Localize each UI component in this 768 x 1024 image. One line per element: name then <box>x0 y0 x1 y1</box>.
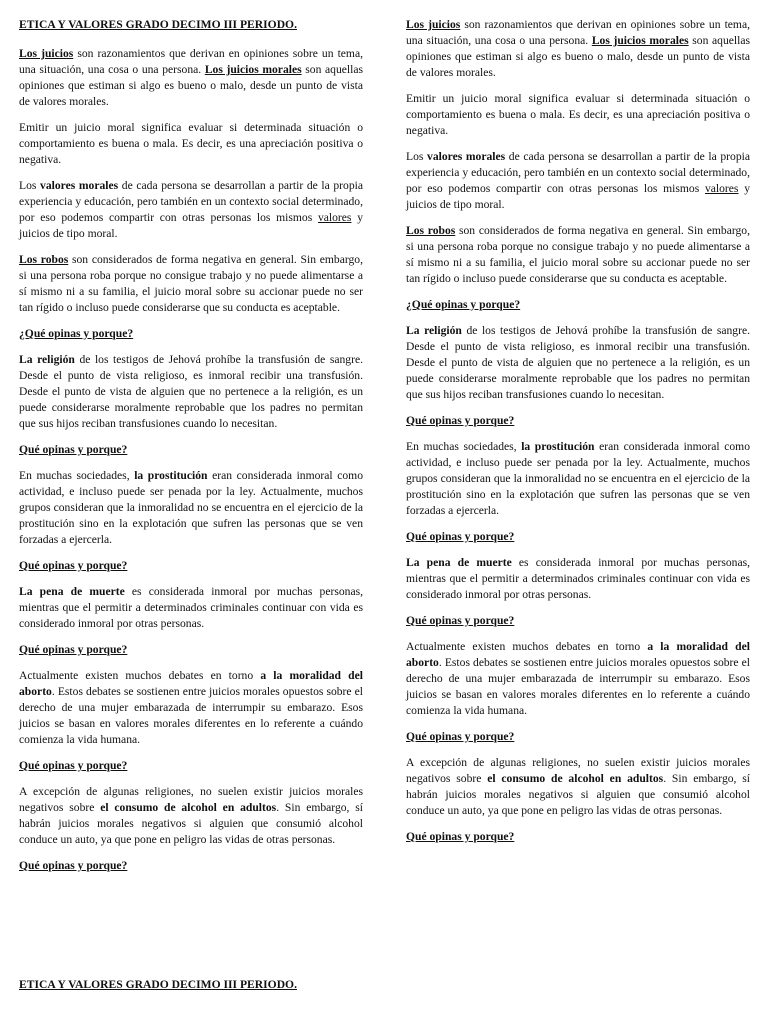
question-prompt: Qué opinas y porque? <box>406 830 515 843</box>
term-los-juicios: Los juicios <box>19 47 74 60</box>
paragraph-text: de los testigos de Jehová prohíbe la transfusión de sangre. Desde el punto de vista religioso, es inmoral recibir una transfusión. Desde el punto de vista de alguien que no pertenece a la religión, es un puede considerarse moralmente reprobable que los padres no permitan que sus hijos reciban transfusiones cuando lo necesitan. <box>406 324 750 401</box>
paragraph-text: Actualmente existen muchos debates en torno <box>19 669 261 682</box>
paragraph-text: de cada persona se desarrollan a partir de la propia experiencia y educación, pero también en un contexto social determinado, por eso podemos compartir con otras personas los mismos <box>19 179 364 224</box>
paragraph-religion <box>19 352 363 432</box>
term-pena-de-muerte: La pena de muerte <box>19 585 125 598</box>
term-consumo-alcohol: el consumo de alcohol en adultos <box>487 772 664 785</box>
term-la-religion: La religión <box>406 324 462 337</box>
term-pena-de-muerte: La pena de muerte <box>406 556 512 569</box>
term-valores: valores <box>317 211 352 224</box>
paragraph-text: Actualmente existen muchos debates en torno <box>406 640 648 653</box>
paragraph-text: Los <box>406 150 428 163</box>
paragraph-text: . Sin embargo, sí habrán juicios morales negativos si alguien que consumió alcohol conduce un auto, ya que pone en peligro las vidas de otras personas. <box>19 801 364 846</box>
paragraph-text: son considerados de forma negativa en general. Sin embargo, si una persona roba porque no consigue trabajo y no puede alimentarse a sí mismo ni a su familia, el juicio moral sobre su accionar puede no ser tan rígido o incluso puede considerarse que su conducta es aceptable. <box>19 253 363 314</box>
question-prompt: Qué opinas y porque? <box>19 859 128 872</box>
paragraph-text: es considerada inmoral por muchas personas, mientras que el permitir a determinados criminales continuar con vida es considerado inmoral por otras personas. <box>406 556 751 601</box>
paragraph-text: A excepción de algunas religiones, no suelen existir juicios morales negativos sobre <box>406 756 750 785</box>
document-title: ETICA Y VALORES GRADO DECIMO III PERIODO. <box>19 18 297 31</box>
paragraph-text: En muchas sociedades, <box>406 440 522 453</box>
paragraph-alcohol <box>19 784 363 848</box>
right-column <box>406 17 750 855</box>
question-prompt: Qué opinas y porque? <box>406 414 515 427</box>
term-juicios-morales: Los juicios morales <box>204 63 302 76</box>
paragraph-text: . Estos debates se sostienen entre juicios morales opuestos sobre el derecho de una mujer embarazada de interrumpir su embarazo. Esos juicios se basan en valores morales diferentes en lo referente a cuándo comienza la vida humana. <box>406 656 750 717</box>
term-valores-morales: valores morales <box>40 179 119 192</box>
term-los-robos: Los robos <box>19 253 69 266</box>
paragraph-text: En muchas sociedades, <box>19 469 135 482</box>
paragraph-text: son considerados de forma negativa en general. Sin embargo, si una persona roba porque no consigue trabajo y no puede alimentarse a sí mismo ni a su familia, el juicio moral sobre su accionar puede no ser tan rígido o incluso puede considerarse que su conducta es aceptable. <box>406 224 750 285</box>
question-prompt: ¿Qué opinas y porque? <box>19 327 134 340</box>
paragraph-robos <box>406 223 750 287</box>
question-prompt: Qué opinas y porque? <box>19 443 128 456</box>
question-prompt: Qué opinas y porque? <box>19 643 128 656</box>
term-moralidad-aborto: a la moralidad del aborto <box>19 669 363 698</box>
paragraph-alcohol <box>406 755 750 819</box>
term-la-religion: La religión <box>19 353 75 366</box>
paragraph-juicios <box>19 46 363 110</box>
term-valores-morales: valores morales <box>427 150 506 163</box>
paragraph-pena-muerte <box>406 555 750 603</box>
question-prompt: Qué opinas y porque? <box>406 614 515 627</box>
term-los-juicios: Los juicios <box>406 18 461 31</box>
paragraph-text: y juicios de tipo moral. <box>19 211 363 240</box>
paragraph-emitir-juicio: Emitir un juicio moral significa evaluar si determinada situación o comportamiento es buena o mala. Es decir, es una apreciación positiva o negativa. <box>19 121 363 166</box>
paragraph-valores-morales <box>19 178 363 242</box>
term-consumo-alcohol: el consumo de alcohol en adultos <box>100 801 277 814</box>
paragraph-robos <box>19 252 363 316</box>
term-valores: valores <box>704 182 739 195</box>
term-los-robos: Los robos <box>406 224 456 237</box>
question-prompt: Qué opinas y porque? <box>406 730 515 743</box>
paragraph-text: de cada persona se desarrollan a partir de la propia experiencia y educación, pero también en un contexto social determinado, por eso podemos compartir con otras personas los mismos <box>406 150 751 195</box>
paragraph-text: son aquellas opiniones que estiman si algo es bueno o malo, desde un punto de vista de valores morales. <box>406 34 750 79</box>
paragraph-juicios <box>406 17 750 81</box>
paragraph-text: son razonamientos que derivan en opiniones sobre un tema, una situación, una cosa o una persona. <box>19 47 363 76</box>
footer-document-title: ETICA Y VALORES GRADO DECIMO III PERIODO. <box>19 978 297 991</box>
paragraph-text: de los testigos de Jehová prohíbe la transfusión de sangre. Desde el punto de vista religioso, es inmoral recibir una transfusión. Desde el punto de vista de alguien que no pertenece a la religión, es un puede considerarse moralmente reprobable que los padres no permitan que sus hijos reciban transfusiones cuando lo necesitan. <box>19 353 363 430</box>
paragraph-text: . Estos debates se sostienen entre juicios morales opuestos sobre el derecho de una mujer embarazada de interrumpir su embarazo. Esos juicios se basan en valores morales diferentes en lo referente a cuándo comienza la vida humana. <box>19 685 363 746</box>
question-prompt: ¿Qué opinas y porque? <box>406 298 521 311</box>
term-la-prostitucion: la prostitución <box>521 440 595 453</box>
paragraph-valores-morales <box>406 149 750 213</box>
term-la-prostitucion: la prostitución <box>134 469 208 482</box>
term-juicios-morales: Los juicios morales <box>591 34 689 47</box>
paragraph-aborto <box>19 668 363 748</box>
paragraph-pena-muerte <box>19 584 363 632</box>
paragraph-text: eran considerada inmoral como actividad, e incluso puede ser penada por la ley. Actualmente, muchos grupos consideran que la inmoralidad no se encuentra en el ejercicio de la prostitución sino en la explotación que sufren las personas que se ven forzadas a ejercerla. <box>19 469 363 546</box>
question-prompt: Qué opinas y porque? <box>406 530 515 543</box>
paragraph-text: son aquellas opiniones que estiman si algo es bueno o malo, desde un punto de vista de valores morales. <box>19 63 363 108</box>
paragraph-text: es considerada inmoral por muchas personas, mientras que el permitir a determinados criminales continuar con vida es considerado inmoral por otras personas. <box>19 585 364 630</box>
paragraph-text: . Sin embargo, sí habrán juicios morales negativos si alguien que consumió alcohol conduce un auto, ya que pone en peligro las vidas de otras personas. <box>406 772 751 817</box>
paragraph-religion <box>406 323 750 403</box>
paragraph-prostitucion <box>406 439 750 519</box>
term-moralidad-aborto: a la moralidad del aborto <box>406 640 750 669</box>
paragraph-text: Los <box>19 179 41 192</box>
paragraph-text: son razonamientos que derivan en opiniones sobre un tema, una situación, una cosa o una persona. <box>406 18 750 47</box>
left-column <box>19 17 363 884</box>
question-prompt: Qué opinas y porque? <box>19 759 128 772</box>
paragraph-text: eran considerada inmoral como actividad, e incluso puede ser penada por la ley. Actualmente, muchos grupos consideran que la inmoralidad no se encuentra en el ejercicio de la prostitución sino en la explotación que sufren las personas que se ven forzadas a ejercerla. <box>406 440 750 517</box>
paragraph-text: y juicios de tipo moral. <box>406 182 750 211</box>
paragraph-prostitucion <box>19 468 363 548</box>
question-prompt: Qué opinas y porque? <box>19 559 128 572</box>
paragraph-text: A excepción de algunas religiones, no suelen existir juicios morales negativos sobre <box>19 785 363 814</box>
paragraph-aborto <box>406 639 750 719</box>
paragraph-emitir-juicio: Emitir un juicio moral significa evaluar si determinada situación o comportamiento es buena o mala. Es decir, es una apreciación positiva o negativa. <box>406 92 750 137</box>
